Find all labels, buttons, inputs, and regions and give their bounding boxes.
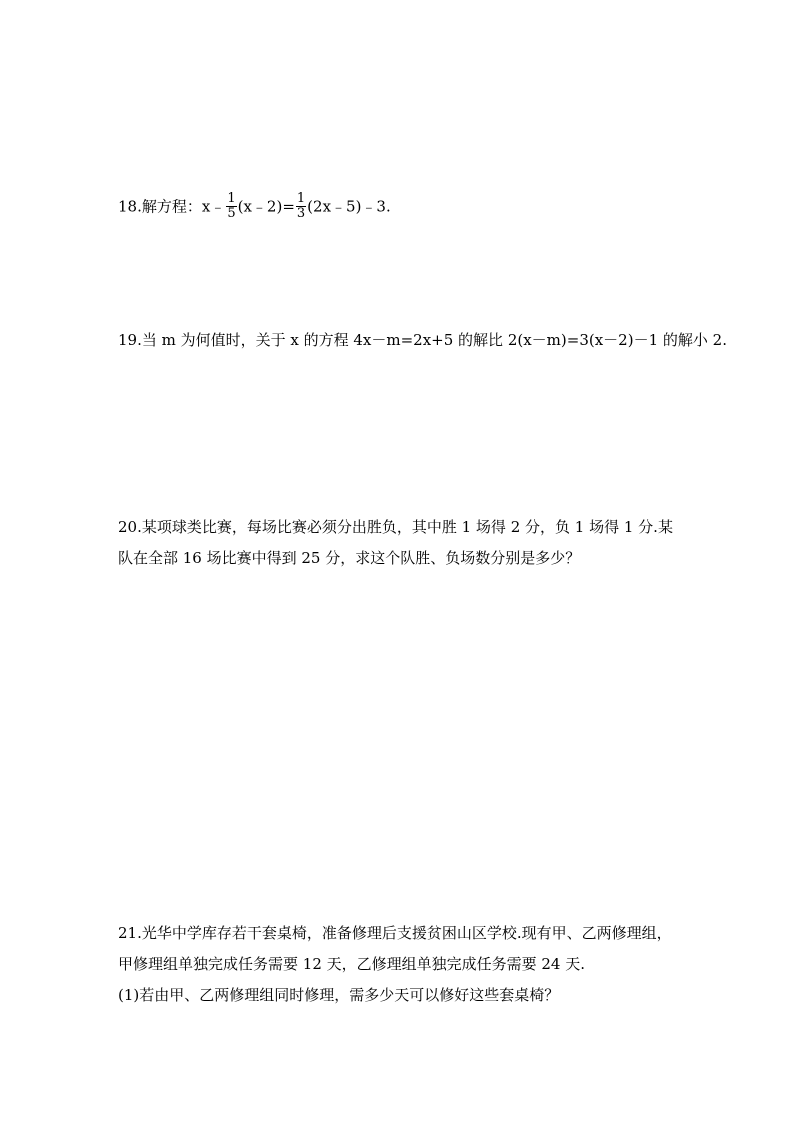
fraction-numerator: 1	[296, 191, 306, 206]
question-19: 19.当 m 为何值时，关于 x 的方程 4x－m=2x+5 的解比 2(x－m)=3(x－2)－1 的解小 2.	[118, 331, 727, 349]
question-20-line-1: 20.某项球类比赛，每场比赛必须分出胜负，其中胜 1 场得 2 分，负 1 场得 1 分.某	[118, 518, 673, 536]
fraction-denominator: 3	[296, 206, 306, 221]
q18-part1: (x﹣2)=	[237, 197, 295, 216]
fraction-1-5	[226, 192, 236, 221]
question-21-line-3: (1)若由甲、乙两修理组同时修理，需多少天可以修好这些套桌椅？	[118, 986, 560, 1004]
question-21-line-1: 21.光华中学库存若干套桌椅，准备修理后支援贫困山区学校.现有甲、乙两修理组，	[118, 924, 672, 942]
fraction-1-3	[296, 192, 306, 221]
question-18	[118, 192, 391, 221]
fraction-denominator: 5	[227, 206, 236, 221]
q18-part2: (2x﹣5)﹣3.	[307, 197, 391, 216]
question-21-line-2: 甲修理组单独完成任务需要 12 天，乙修理组单独完成任务需要 24 天.	[118, 955, 586, 973]
q18-prefix: 18.解方程：x﹣	[118, 197, 226, 216]
question-20-line-2: 队在全部 16 场比赛中得到 25 分，求这个队胜、负场数分别是多少？	[118, 549, 581, 567]
fraction-numerator: 1	[227, 191, 236, 206]
